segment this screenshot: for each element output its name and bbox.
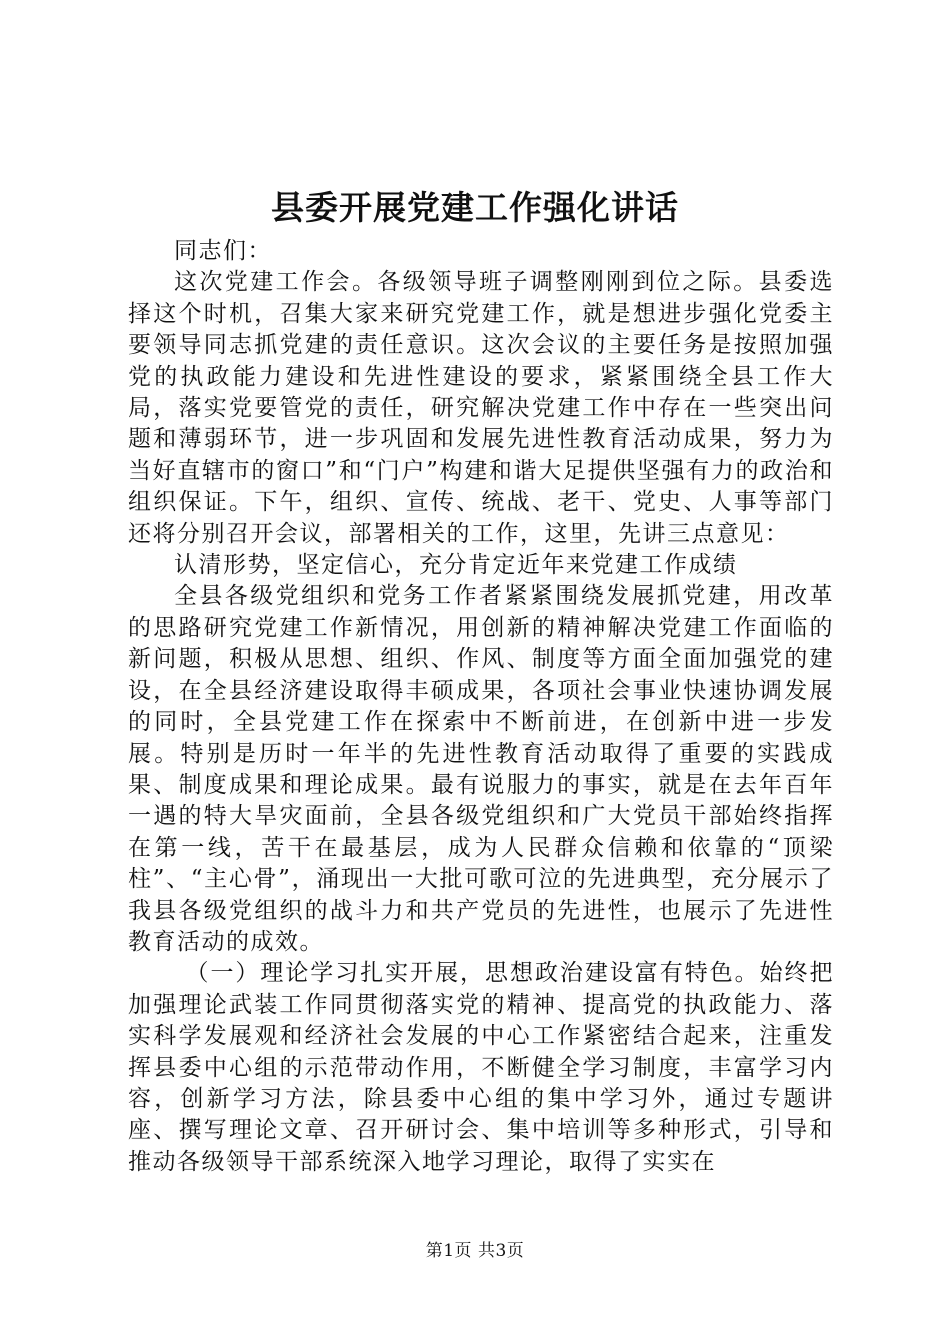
paragraph-intro: 这次党建工作会。各级领导班子调整刚刚到位之际。县委选择这个时机，召集大家来研究党建工作，就是想进步强化党委主要领导同志抓党建的责任意识。这次会议的主要任务是按照加强党的执政能力建设和先进性建设的要求，紧紧围绕全县工作大局，落实党要管党的责任，研究解决党建工作中存在一些突出问题和薄弱环节，进一步巩固和发展先进性教育活动成果，努力为当好直辖市的窗口”和“门户”构建和谐大足提供坚强有力的政治和组织保证。下午，组织、宣传、统战、老干、党史、人事等部门还将分别召开会议，部署相关的工作，这里，先讲三点意见： [128, 269, 834, 547]
paragraph-achievements: 全县各级党组织和党务工作者紧紧围绕发展抓党建，用改革的思路研究党建工作新情况，用创新的精神解决党建工作面临的新问题，积极从思想、组织、作风、制度等方面全面加强党的建设，在全县经济建设取得丰硕成果，各项社会事业快速协调发展的同时，全县党建工作在探索中不断前进，在创新中进一步发展。特别是历时一年半的先进性教育活动取得了重要的实践成果、制度成果和理论成果。最有说服力的事实，就是在去年百年一遇的特大旱灾面前，全县各级党组织和广大党员干部始终指挥在第一线，苦干在最基层，成为人民群众信赖和依靠的“顶梁柱”、“主心骨”，涌现出一大批可歌可泣的先进典型，充分展示了我县各级党组织的战斗力和共产党员的先进性，也展示了先进性教育活动的成效。 [128, 583, 834, 955]
page-footer: 第1页 共3页 [425, 1241, 525, 1261]
document-body [128, 236, 834, 1178]
salutation: 同志们： [174, 238, 272, 264]
document-title: 县委开展党建工作强化讲话 [271, 188, 679, 227]
section-heading: 认清形势，坚定信心，充分肯定近年来党建工作成绩 [174, 552, 738, 579]
paragraph-theory-study: （一）理论学习扎实开展，思想政治建设富有特色。始终把加强理论武装工作同贯彻落实党的精神、提高党的执政能力、落实科学发展观和经济社会发展的中心工作紧密结合起来，注重发挥县委中心组的示范带动作用，不断健全学习制度，丰富学习内容，创新学习方法，除县委中心组的集中学习外，通过专题讲座、撰写理论文章、召开研讨会、集中培训等多种形式，引导和推动各级领导干部系统深入地学习理论，取得了实实在 [128, 960, 834, 1175]
